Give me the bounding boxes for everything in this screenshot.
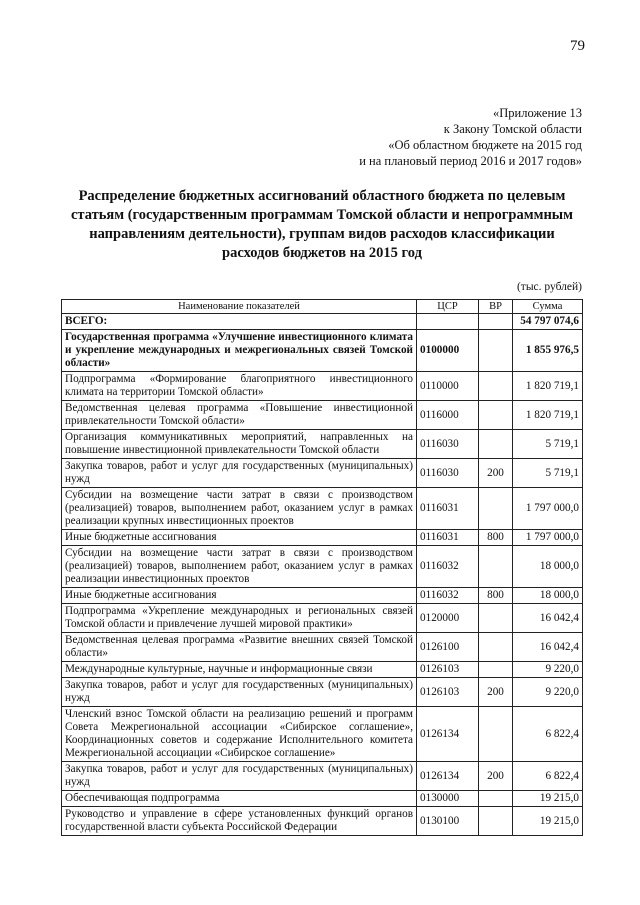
row-csr-cell: 0110000 xyxy=(417,372,479,401)
row-vr-cell: 200 xyxy=(479,762,513,791)
appendix-header xyxy=(359,105,582,169)
row-vr-cell xyxy=(479,314,513,330)
row-csr-cell: 0116030 xyxy=(417,430,479,459)
document-title xyxy=(62,187,582,263)
row-csr-cell: 0116000 xyxy=(417,401,479,430)
row-vr-cell xyxy=(479,488,513,530)
table-row xyxy=(62,662,583,678)
row-csr-cell: 0126134 xyxy=(417,707,479,762)
row-csr-cell: 0126134 xyxy=(417,762,479,791)
row-csr-cell: 0100000 xyxy=(417,330,479,372)
table-row xyxy=(62,530,583,546)
table-row xyxy=(62,633,583,662)
header-csr: ЦСР xyxy=(417,300,479,314)
page-number: 79 xyxy=(570,38,585,54)
row-csr-cell: 0126103 xyxy=(417,662,479,678)
row-vr-cell: 800 xyxy=(479,588,513,604)
row-vr-cell xyxy=(479,330,513,372)
row-sum-cell: 18 000,0 xyxy=(513,588,583,604)
header-name: Наименование показателей xyxy=(62,300,417,314)
row-sum-cell: 16 042,4 xyxy=(513,604,583,633)
row-name-cell: Закупка товаров, работ и услуг для государственных (муниципальных) нужд xyxy=(62,762,417,791)
table-row xyxy=(62,807,583,836)
header-vr: ВР xyxy=(479,300,513,314)
row-sum-cell: 1 797 000,0 xyxy=(513,530,583,546)
row-csr-cell: 0130100 xyxy=(417,807,479,836)
row-sum-cell: 9 220,0 xyxy=(513,678,583,707)
table-row xyxy=(62,372,583,401)
row-name-cell: Субсидии на возмещение части затрат в связи с производством (реализацией) товаров, выполнением работ, оказанием услуг в рамках реализации крупных инвестиционных проектов xyxy=(62,488,417,530)
row-sum-cell: 16 042,4 xyxy=(513,633,583,662)
table-header-row xyxy=(62,300,583,314)
table-row xyxy=(62,459,583,488)
row-name-cell: Обеспечивающая подпрограмма xyxy=(62,791,417,807)
row-name-cell: Закупка товаров, работ и услуг для государственных (муниципальных) нужд xyxy=(62,678,417,707)
row-sum-cell: 19 215,0 xyxy=(513,791,583,807)
row-name-cell: Членский взнос Томской области на реализацию решений и программ Совета Межрегиональной ассоциации «Сибирское соглашение», Координационных советов и содержание Исполнительного комитета Межрегиональной ассоциации «Сибирское соглашение» xyxy=(62,707,417,762)
table-row xyxy=(62,604,583,633)
row-csr-cell: 0116031 xyxy=(417,530,479,546)
row-vr-cell xyxy=(479,546,513,588)
row-name-cell: Государственная программа «Улучшение инвестиционного климата и укрепление международных и межрегиональных связей Томской области» xyxy=(62,330,417,372)
row-vr-cell xyxy=(479,604,513,633)
row-name-cell: Подпрограмма «Формирование благоприятного инвестиционного климата на территории Томской области» xyxy=(62,372,417,401)
row-sum-cell: 6 822,4 xyxy=(513,762,583,791)
row-vr-cell xyxy=(479,807,513,836)
row-name-cell: Иные бюджетные ассигнования xyxy=(62,588,417,604)
row-name-cell: Субсидии на возмещение части затрат в связи с производством (реализацией) товаров, выполнением работ, оказанием услуг в рамках реализации инвестиционных проектов xyxy=(62,546,417,588)
row-csr-cell: 0120000 xyxy=(417,604,479,633)
row-sum-cell: 6 822,4 xyxy=(513,707,583,762)
header-sum: Сумма xyxy=(513,300,583,314)
row-vr-cell xyxy=(479,791,513,807)
table-row xyxy=(62,678,583,707)
row-vr-cell xyxy=(479,662,513,678)
row-vr-cell xyxy=(479,401,513,430)
row-sum-cell: 18 000,0 xyxy=(513,546,583,588)
units-label: (тыс. рублей) xyxy=(516,281,582,293)
table-row xyxy=(62,314,583,330)
row-sum-cell: 1 820 719,1 xyxy=(513,401,583,430)
row-vr-cell xyxy=(479,707,513,762)
row-sum-cell: 1 820 719,1 xyxy=(513,372,583,401)
row-name-cell: Руководство и управление в сфере установленных функций органов государственной власти субъекта Российской Федерации xyxy=(62,807,417,836)
row-name-cell: Подпрограмма «Укрепление международных и региональных связей Томской области и привлечение лучшей мировой практики» xyxy=(62,604,417,633)
row-name-cell: Международные культурные, научные и информационные связи xyxy=(62,662,417,678)
row-csr-cell: 0116032 xyxy=(417,546,479,588)
row-name-cell: ВСЕГО: xyxy=(62,314,417,330)
appendix-line: к Закону Томской области xyxy=(443,122,582,136)
row-sum-cell: 5 719,1 xyxy=(513,430,583,459)
row-vr-cell xyxy=(479,633,513,662)
row-csr-cell: 0126100 xyxy=(417,633,479,662)
row-vr-cell: 800 xyxy=(479,530,513,546)
title-line: Распределение бюджетных ассигнований областного бюджета по целевым xyxy=(78,188,566,204)
row-csr-cell: 0116031 xyxy=(417,488,479,530)
title-line: направлениям деятельности), группам видов расходов классификации xyxy=(89,226,555,242)
row-vr-cell: 200 xyxy=(479,678,513,707)
row-name-cell: Организация коммуникативных мероприятий, направленных на повышение инвестиционной привлекательности Томской области xyxy=(62,430,417,459)
table-row xyxy=(62,488,583,530)
table-row xyxy=(62,707,583,762)
title-line: статьям (государственным программам Томской области и непрограммным xyxy=(70,207,573,223)
row-vr-cell xyxy=(479,372,513,401)
row-name-cell: Иные бюджетные ассигнования xyxy=(62,530,417,546)
appendix-line: и на плановый период 2016 и 2017 годов» xyxy=(359,154,582,168)
row-name-cell: Ведомственная целевая программа «Повышение инвестиционной привлекательности Томской области» xyxy=(62,401,417,430)
row-vr-cell xyxy=(479,430,513,459)
appendix-line: «Приложение 13 xyxy=(493,106,582,120)
row-sum-cell: 5 719,1 xyxy=(513,459,583,488)
appendix-line: «Об областном бюджете на 2015 год xyxy=(388,138,582,152)
row-vr-cell: 200 xyxy=(479,459,513,488)
table-row xyxy=(62,401,583,430)
row-sum-cell: 9 220,0 xyxy=(513,662,583,678)
row-csr-cell xyxy=(417,314,479,330)
title-line: расходов бюджетов на 2015 год xyxy=(222,245,422,261)
row-name-cell: Закупка товаров, работ и услуг для государственных (муниципальных) нужд xyxy=(62,459,417,488)
row-sum-cell: 54 797 074,6 xyxy=(513,314,583,330)
row-csr-cell: 0116032 xyxy=(417,588,479,604)
row-csr-cell: 0126103 xyxy=(417,678,479,707)
table-row xyxy=(62,546,583,588)
table-row xyxy=(62,330,583,372)
table-row xyxy=(62,762,583,791)
row-sum-cell: 1 797 000,0 xyxy=(513,488,583,530)
row-csr-cell: 0130000 xyxy=(417,791,479,807)
budget-table xyxy=(61,299,583,836)
table-row xyxy=(62,588,583,604)
table-body xyxy=(62,314,583,836)
row-sum-cell: 19 215,0 xyxy=(513,807,583,836)
row-csr-cell: 0116030 xyxy=(417,459,479,488)
row-sum-cell: 1 855 976,5 xyxy=(513,330,583,372)
row-name-cell: Ведомственная целевая программа «Развитие внешних связей Томской области» xyxy=(62,633,417,662)
table-row xyxy=(62,791,583,807)
table-row xyxy=(62,430,583,459)
